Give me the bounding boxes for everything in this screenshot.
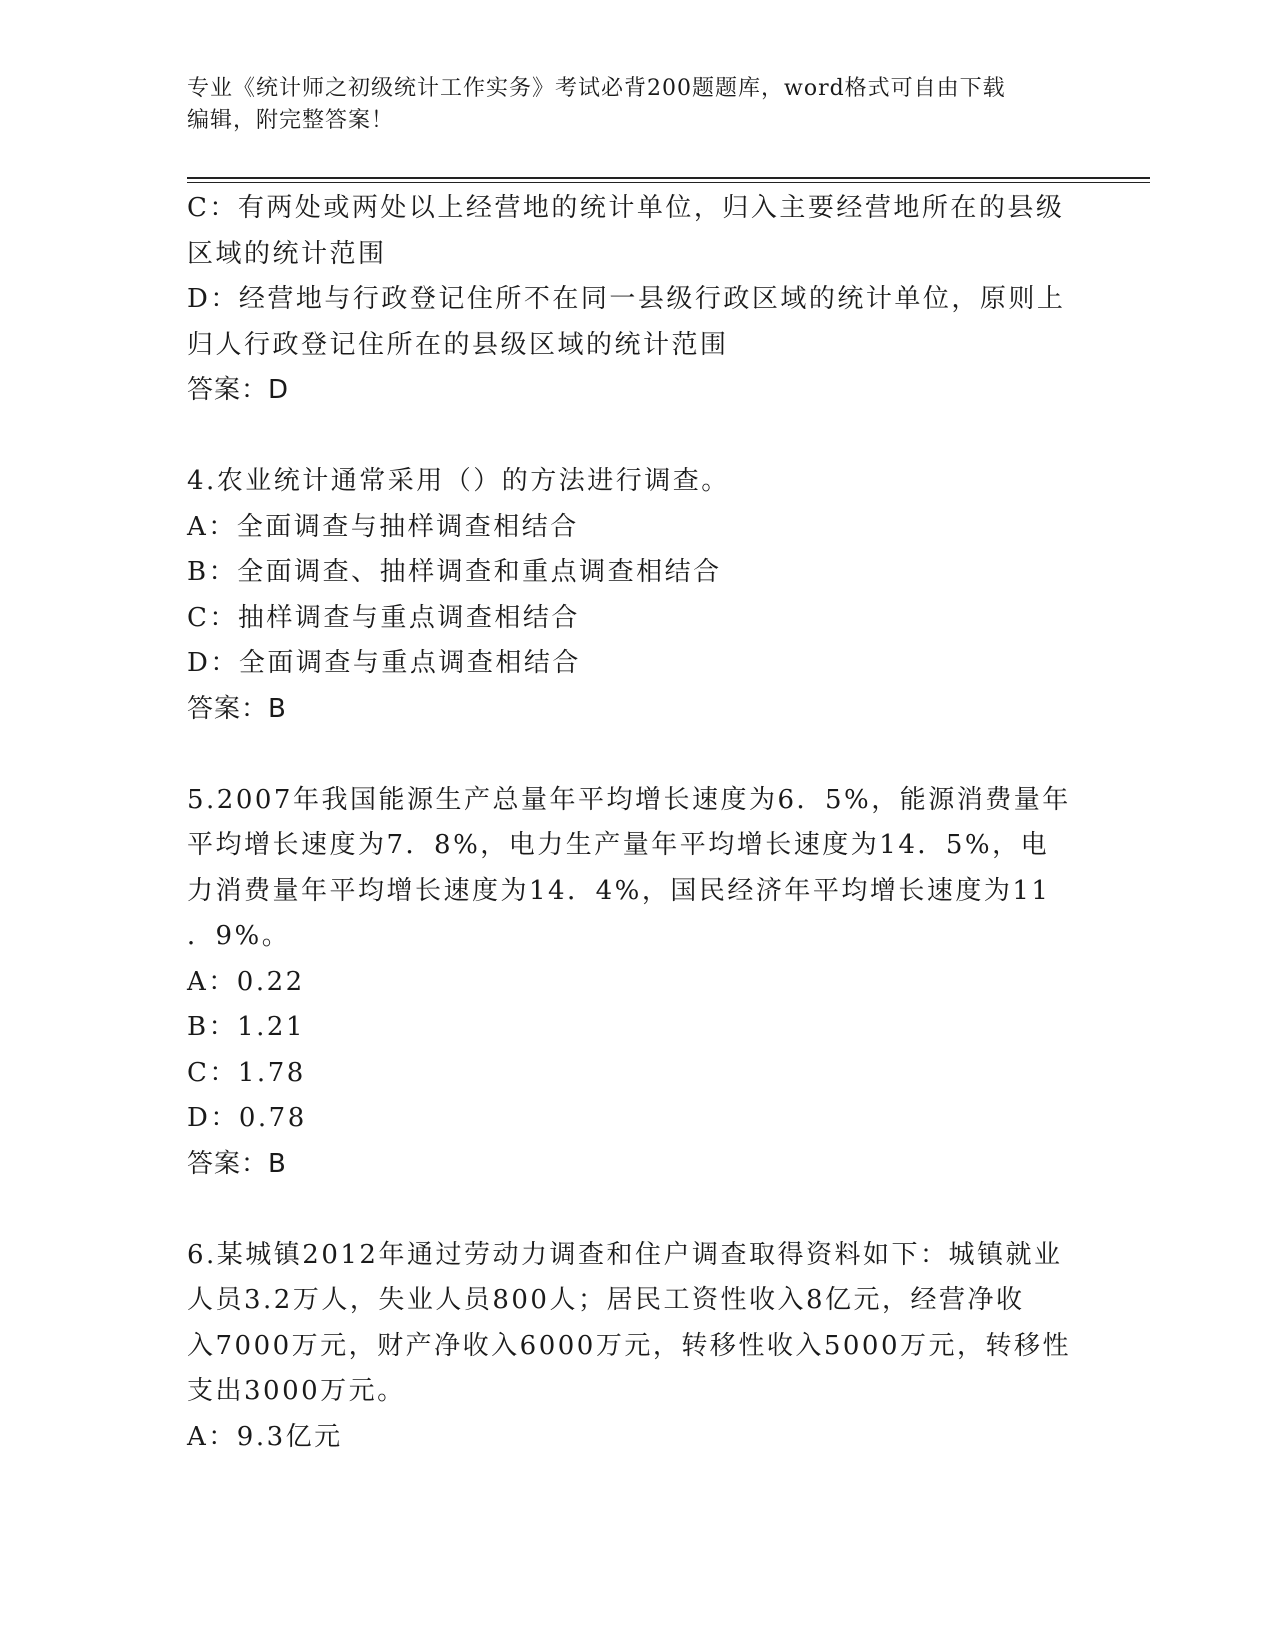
document-body [187, 186, 1072, 1460]
question-text-continued: 平均增长速度为7．8%，电力生产量年平均增长速度为14．5%，电 [187, 830, 1050, 860]
answer: 答案：D [187, 375, 290, 405]
option-c-continued: 区域的统计范围 [187, 238, 387, 269]
spacer [187, 414, 1067, 460]
question-text-continued: 支出3000万元。 [187, 1376, 406, 1406]
option-d: D：经营地与行政登记住所不在同一县级行政区域的统计单位，原则上 [187, 284, 1066, 314]
option-a: A：全面调查与抽样调查相结合 [187, 511, 579, 542]
answer: 答案：B [187, 693, 287, 724]
option-d: D：全面调查与重点调查相结合 [187, 648, 581, 678]
question-text: 5.2007年我国能源生产总量年平均增长速度为6．5%，能源消费量年 [187, 784, 1071, 815]
option-c: C：1.78 [187, 1057, 306, 1088]
question-text-continued: ．9%。 [187, 921, 291, 951]
document-header [187, 73, 1067, 137]
question-text-continued: 人员3.2万人，失业人员800人；居民工资性收入8亿元，经营净收 [187, 1285, 1025, 1315]
header-title-line2: 编辑，附完整答案！ [187, 108, 395, 133]
option-c: C：有两处或两处以上经营地的统计单位，归入主要经营地所在的县级 [187, 193, 1065, 223]
header-divider-thick [187, 177, 1150, 179]
question-5 [187, 778, 1071, 1188]
option-b: B：1.21 [187, 1012, 305, 1042]
question-6 [187, 1233, 1072, 1461]
option-b: B：全面调查、抽样调查和重点调查相结合 [187, 557, 722, 587]
option-c: C：抽样调查与重点调查相结合 [187, 602, 580, 633]
option-a: A：9.3亿元 [187, 1421, 343, 1452]
question-text: 4.农业统计通常采用（）的方法进行调查。 [187, 466, 730, 496]
header-title-line1: 专业《统计师之初级统计工作实务》考试必背200题题库，word格式可自由下载 [187, 76, 1006, 101]
option-d: D：0.78 [187, 1103, 307, 1133]
option-d-continued: 归人行政登记住所在的县级区域的统计范围 [187, 329, 729, 360]
option-a: A：0.22 [187, 966, 305, 997]
answer: 答案：B [187, 1148, 287, 1179]
question-text-continued: 力消费量年平均增长速度为14．4%，国民经济年平均增长速度为11 [187, 875, 1051, 906]
question-text-continued: 入7000万元，财产净收入6000万元，转移性收入5000万元，转移性 [187, 1330, 1072, 1361]
spacer [187, 1187, 1067, 1233]
question-4 [187, 459, 1067, 732]
header-divider-thin [187, 182, 1150, 183]
spacer [187, 732, 1067, 778]
question-text: 6.某城镇2012年通过劳动力调查和住户调查取得资料如下：城镇就业 [187, 1239, 1063, 1270]
question-3-remainder [187, 186, 1067, 414]
